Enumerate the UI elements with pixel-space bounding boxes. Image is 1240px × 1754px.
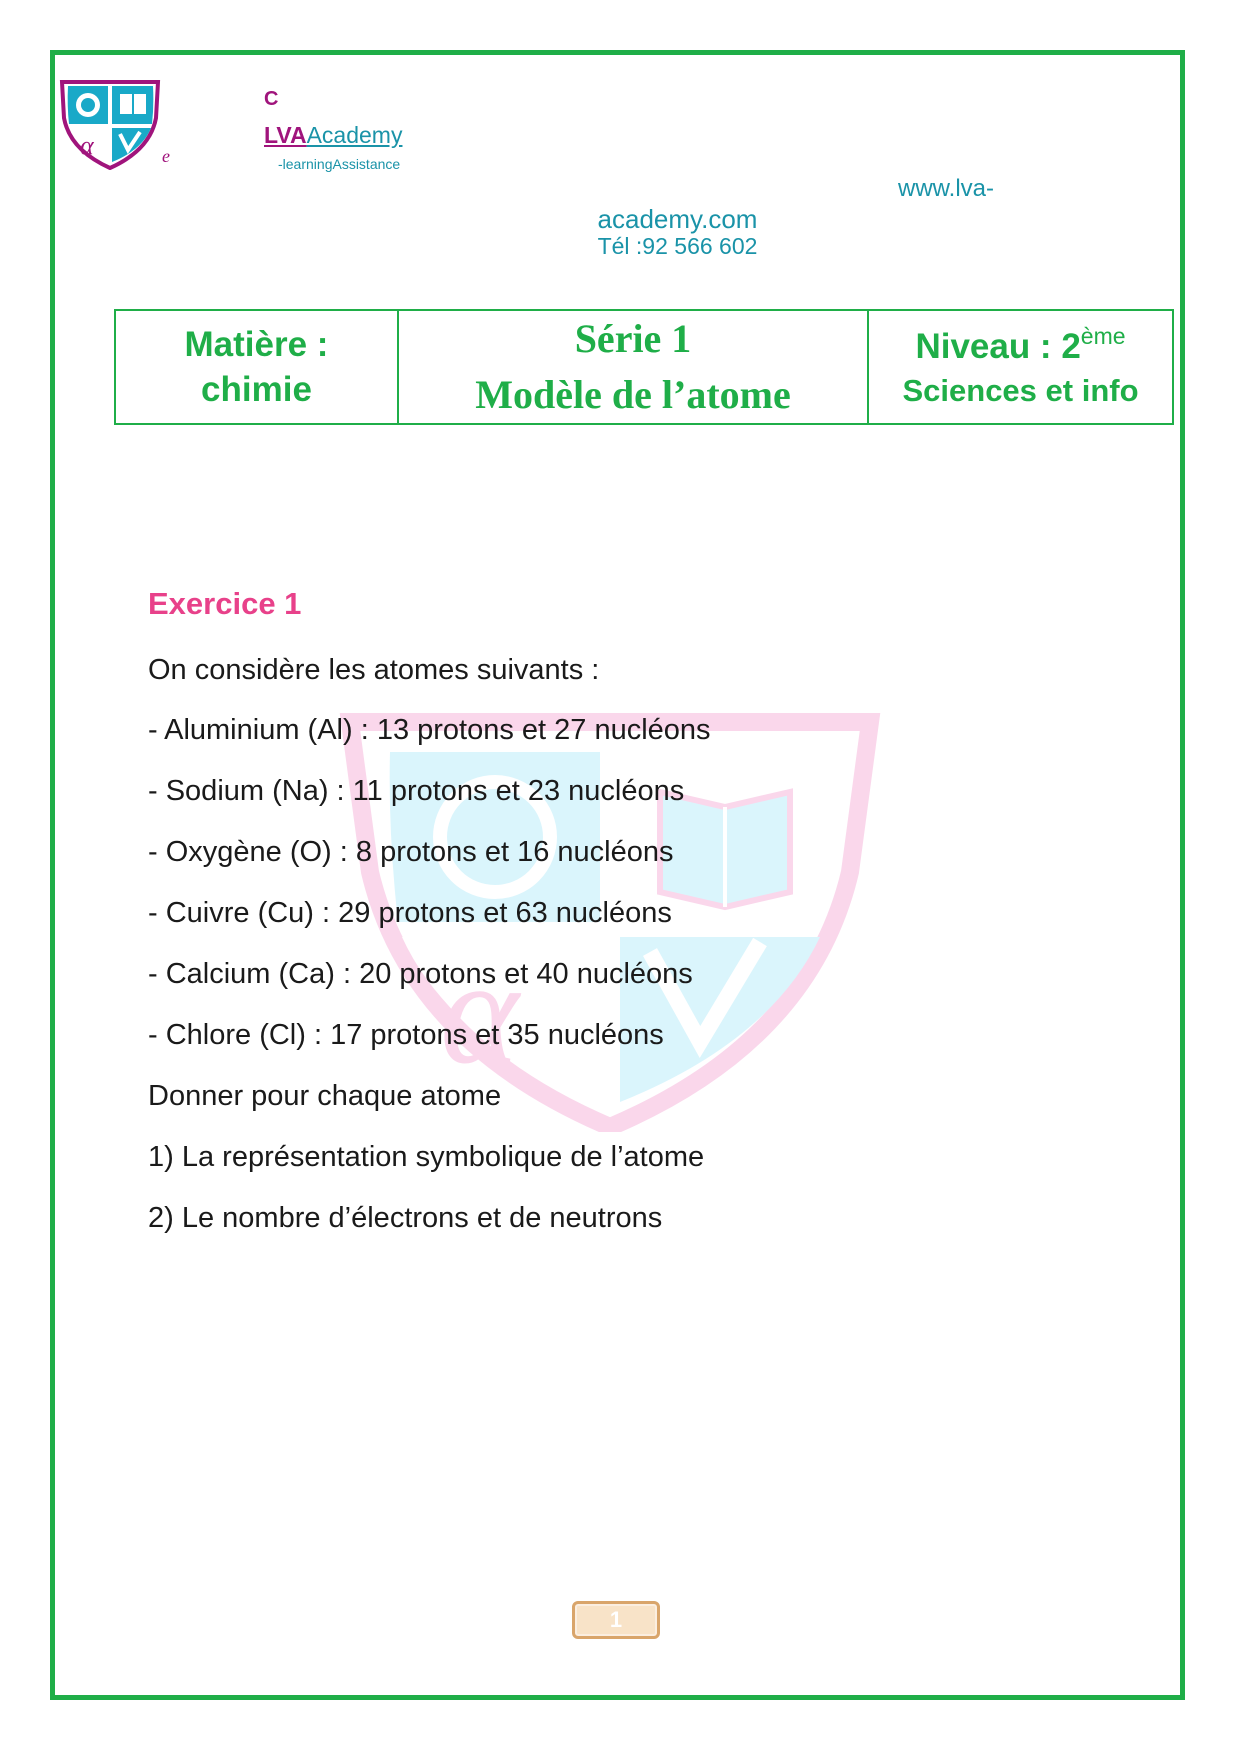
level-superscript: ème [1080, 322, 1126, 349]
header-table [114, 309, 1174, 425]
level-cell [868, 310, 1173, 424]
page-number: 1 [572, 1601, 660, 1639]
series-cell [398, 310, 868, 424]
brand-c-letter: C [264, 88, 279, 110]
brand-academy: Academy [306, 122, 403, 148]
atom-item: - Chlore (Cl) : 17 protons et 35 nucléons [148, 1019, 664, 1051]
website-link-start[interactable]: www.lva- [898, 175, 995, 202]
subject-cell [115, 310, 398, 424]
brand-name[interactable] [264, 122, 402, 149]
brand-subtitle: -learningAssistance [278, 156, 401, 172]
brand-lva: LVA [264, 122, 307, 148]
exercise-title: Exercice 1 [148, 586, 302, 621]
svg-text:α: α [440, 929, 519, 1095]
exercise-intro: On considère les atomes suivants : [148, 654, 600, 686]
logo-e-letter: e [162, 146, 170, 166]
atom-item: - Sodium (Na) : 11 protons et 23 nucléons [148, 775, 685, 807]
atom-item: - Calcium (Ca) : 20 protons et 40 nucléons [148, 958, 693, 990]
atom-item: - Aluminium (Al) : 13 protons et 27 nucléons [148, 714, 711, 746]
website-link-end[interactable]: academy.com [597, 204, 758, 234]
subject-value: chimie [201, 370, 312, 409]
level-label: Niveau : 2 [915, 326, 1081, 366]
series-title: Série 1 [574, 316, 692, 361]
atom-item: - Cuivre (Cu) : 29 protons et 63 nucléons [148, 897, 672, 929]
atom-item: - Oxygène (O) : 8 protons et 16 nucléons [148, 836, 674, 868]
level-section: Sciences et info [902, 373, 1139, 409]
question-item: 2) Le nombre d’électrons et de neutrons [148, 1202, 663, 1234]
question-item: 1) La représentation symbolique de l’atome [148, 1141, 705, 1173]
lva-academy-shield-logo [58, 78, 164, 170]
subject-label: Matière : [184, 324, 329, 364]
svg-text:α: α [80, 131, 94, 160]
phone-number: Tél :92 566 602 [597, 233, 758, 259]
series-subtitle: Modèle de l’atome [475, 372, 791, 417]
exercise-instruction: Donner pour chaque atome [148, 1080, 502, 1112]
